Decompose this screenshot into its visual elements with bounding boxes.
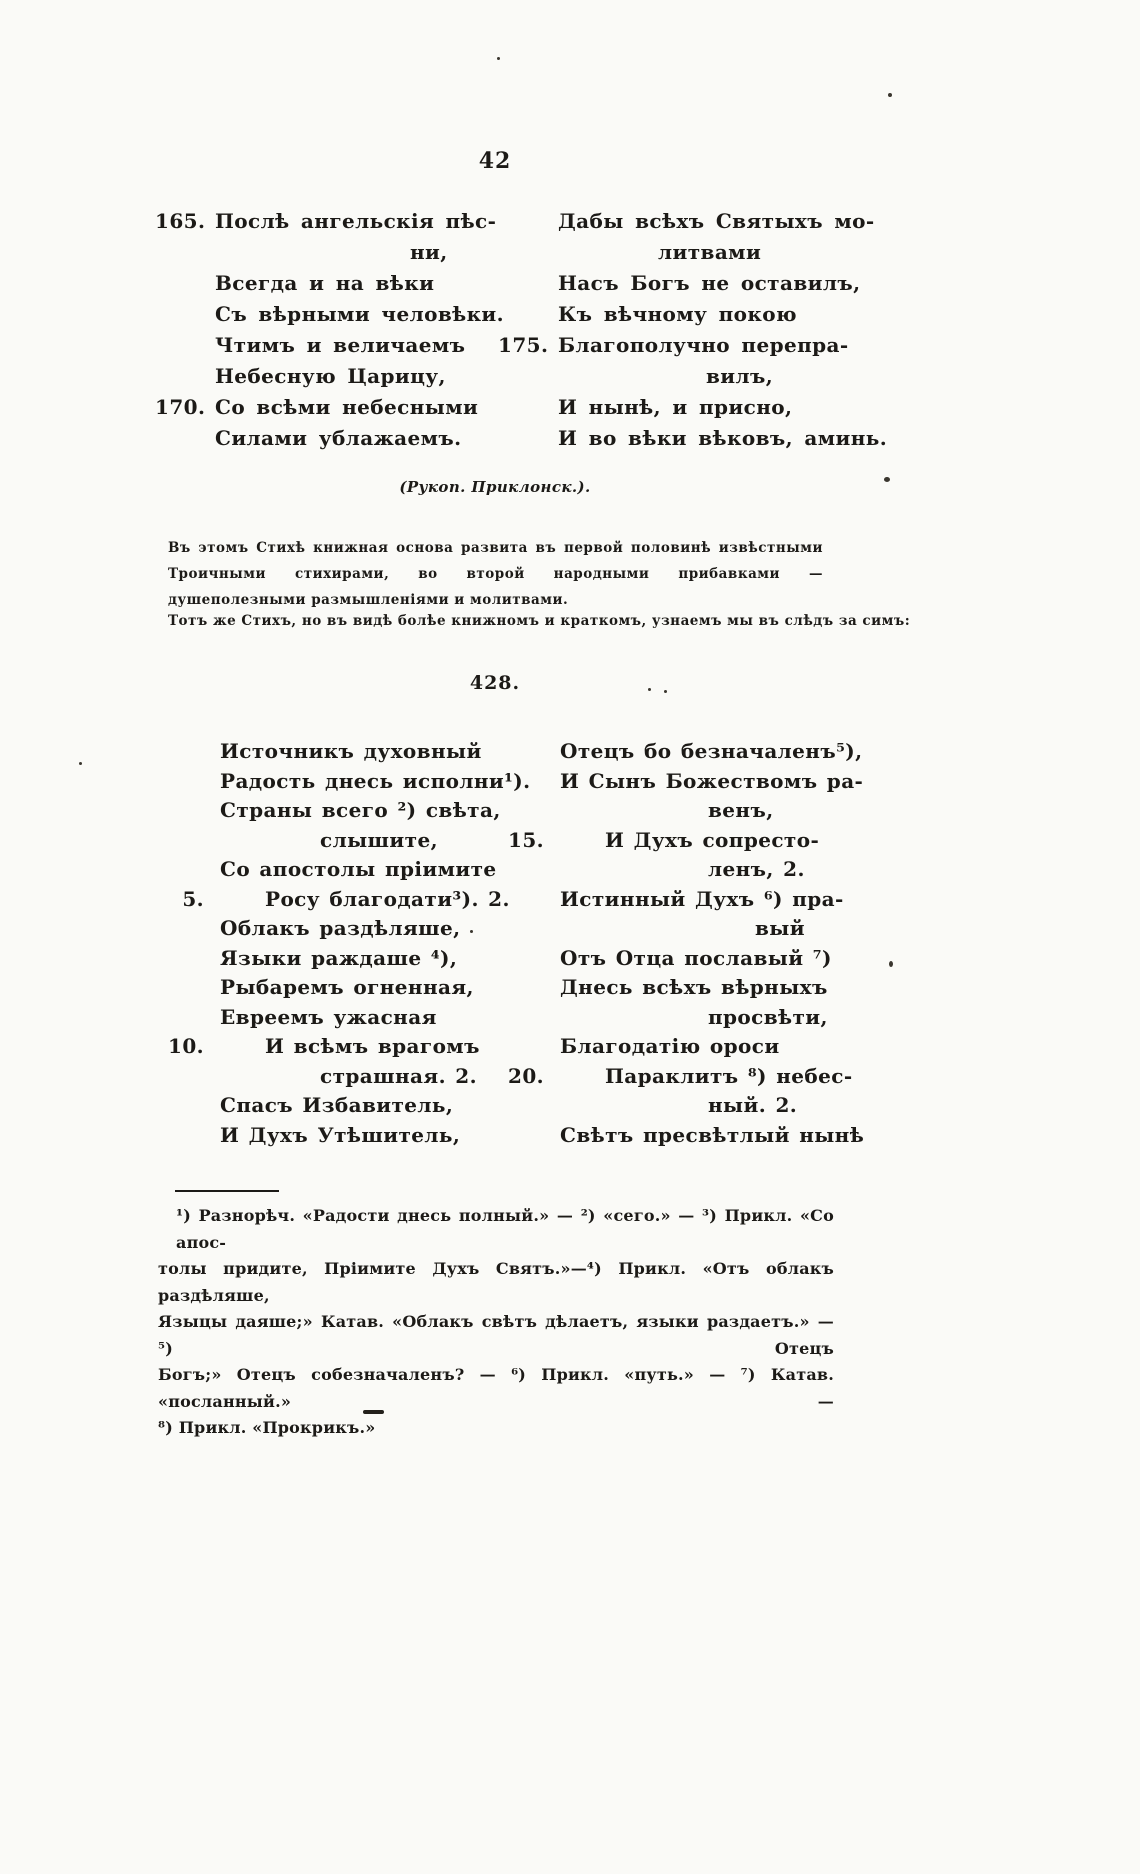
verse-line [498,330,849,361]
verse-text: Рыбаремъ огненная, [220,975,474,999]
verse-line [500,767,864,797]
verse-line [160,1032,500,1062]
verse-number [160,973,220,1003]
verse-text: Чтимъ и величаемъ [215,333,466,357]
verse-number [160,1091,220,1121]
verse-text: И во вѣки вѣковъ, аминь. [558,426,888,450]
verse-line [155,268,500,299]
verse-text: И Духъ Утѣшитель, [220,1122,461,1147]
manuscript-attribution: (Рукоп. Приклонск.). [399,478,591,496]
verse-number [160,944,220,974]
scan-speck [888,93,892,97]
verse-line [498,392,843,423]
verse-line [500,1032,845,1062]
verse-number [498,361,558,392]
verse-text: И всѣмъ врагомъ [265,1034,480,1058]
verse-line [500,1062,853,1092]
hymn1-left-column [155,206,505,454]
verse-line [160,1003,500,1033]
verse-text: венъ, [708,798,774,822]
verse-number: 170. [155,395,206,419]
verse-line [498,423,888,454]
verse-number [155,268,215,299]
verse-text: Къ вѣчному покою [558,302,797,326]
scan-speck [497,57,500,60]
page-number: 42 [478,148,512,174]
verse-text: Параклитъ ⁸) небес- [605,1063,853,1088]
verse-text: Свѣтъ пресвѣтлый нынѣ [560,1122,865,1147]
verse-text: Дабы всѣхъ Святыхъ мо- [558,209,875,233]
verse-text: вилъ, [706,364,774,388]
verse-text: Силами ублажаемъ. [215,426,462,450]
verse-number [155,237,215,268]
verse-number [498,237,558,268]
verse-line [155,206,500,237]
verse-number [500,737,560,767]
verse-line [160,944,500,974]
verse-line [500,796,845,826]
verse-number [500,885,560,915]
verse-text: Отецъ бо безначаленъ⁵), [560,739,863,763]
verse-number [160,1003,220,1033]
transition-paragraph: Тотъ же Стихъ, но въ видѣ болѣе книжномъ и краткомъ, узнаемъ мы въ слѣдъ за симъ: [168,613,911,629]
scan-speck [79,762,82,765]
verse-line [160,973,500,1003]
verse-line [160,1062,500,1092]
verse-number [160,1062,220,1092]
footnote-line: Богъ;» Отецъ собезначаленъ? — ⁶) Прикл. «путь.» — ⁷) Катав. «посланный.» — [158,1365,834,1411]
verse-text: Отъ Отца пославый ⁷) [560,945,832,970]
verse-text: Страны всего ²) свѣта, [220,798,501,822]
verse-number [498,206,558,237]
verse-text: Со апостолы пріимите [220,857,497,881]
scan-speck [884,477,890,482]
verse-number [498,299,558,330]
verse-text: Благополучно перепра- [558,333,849,357]
hymn1-right-column [498,206,888,454]
verse-line [160,826,500,856]
verse-number [160,826,220,856]
verse-text: ни, [410,240,448,264]
footnote-line: ⁸) Прикл. «Прокрикъ.» [158,1418,376,1437]
verse-line [500,1003,845,1033]
verse-number [160,796,220,826]
verse-number [500,973,560,1003]
verse-number: 165. [155,209,206,233]
verse-line [160,1091,500,1121]
verse-number [500,944,560,974]
verse-line [498,268,861,299]
verse-number [498,423,558,454]
verse-line [498,206,875,237]
verse-number: 15. [508,827,544,852]
verse-line [498,299,843,330]
verse-line [155,361,500,392]
verse-text: Послѣ ангельскія пѣс- [215,209,497,233]
verse-number [160,855,220,885]
verse-text: И нынѣ, и присно, [558,395,793,419]
verse-line [155,237,500,268]
verse-line [500,855,845,885]
scan-speck [470,930,473,933]
footnote-separator [175,1190,279,1192]
verse-text: просвѣти, [708,1004,828,1029]
verse-line [160,914,500,944]
verse-number: 5. [182,886,204,911]
verse-text: литвами [658,240,762,264]
verse-text: Облакъ раздѣляше, [220,916,461,940]
verse-line [160,885,510,915]
verse-line [500,1091,845,1121]
verse-number [500,796,560,826]
scan-speck [648,688,651,691]
verse-line [500,1121,865,1151]
verse-text: Небесную Царицу, [215,364,446,388]
verse-number [160,767,220,797]
verse-line [500,885,845,915]
verse-line [160,855,500,885]
verse-line [155,392,500,423]
verse-line [500,973,845,1003]
verse-text: Истинный Духъ ⁶) пра- [560,886,844,911]
verse-text: Источникъ духовный [220,739,482,763]
verse-text: И Сынъ Божествомъ ра- [560,768,864,793]
verse-number [155,330,215,361]
verse-line [160,767,531,797]
verse-text: вый [755,916,805,940]
verse-line [498,237,843,268]
verse-number [500,767,560,797]
verse-text: слышите, [320,827,438,852]
verse-text: И Духъ сопресто- [605,827,820,852]
section-number: 428. [469,672,521,694]
verse-line [160,796,500,826]
verse-number [160,914,220,944]
verse-number [155,361,215,392]
verse-text: Благодатію ороси [560,1034,780,1058]
verse-line [500,826,845,856]
verse-line [500,914,845,944]
footnotes [158,1203,834,1442]
footnote-line: Языцы даяше;» Катав. «Облакъ свѣтъ дѣлаетъ, языки раздаетъ.» — ⁵) Отецъ [158,1312,834,1358]
verse-number [498,392,558,423]
verse-line [160,737,500,767]
hymn2-right-column [500,737,865,1150]
footnote-line: ¹) Разнорѣч. «Радости днесь полный.» — ²) «сего.» — ³) Прикл. «Со апос- [176,1206,834,1252]
verse-line [155,330,500,361]
verse-text: Радость днесь исполни¹). [220,768,531,793]
verse-line [500,944,845,974]
scan-speck [664,690,667,693]
verse-number: 20. [508,1063,544,1088]
verse-number [500,914,560,944]
verse-line [155,423,500,454]
verse-number [160,1121,220,1151]
verse-number: 10. [168,1034,204,1058]
verse-number [500,1121,560,1151]
verse-text: Со всѣми небесными [215,395,479,419]
commentary-paragraph: Въ этомъ Стихѣ книжная основа развита въ первой половинѣ извѣстными Троичными стихирами, во второй народными прибавками — душеполезными размышленіями и молитвами. [168,540,823,608]
verse-number [155,299,215,330]
verse-line [155,299,505,330]
verse-number [498,268,558,299]
verse-text: ленъ, 2. [708,857,805,881]
verse-text: Всегда и на вѣки [215,271,435,295]
verse-number [500,855,560,885]
verse-text: Росу благодати³). 2. [265,886,510,911]
verse-number [500,1091,560,1121]
verse-text: Евреемъ ужасная [220,1004,437,1029]
verse-number [500,1032,560,1062]
verse-text: Языки раждаше ⁴), [220,945,458,970]
verse-number [500,1003,560,1033]
verse-text: страшная. 2. [320,1063,477,1088]
verse-text: Спасъ Избавитель, [220,1093,454,1117]
end-dash [363,1410,384,1414]
verse-text: Съ вѣрными человѣки. [215,302,505,326]
scan-speck [889,961,893,967]
verse-number: 175. [498,333,549,357]
verse-text: Днесь всѣхъ вѣрныхъ [560,975,828,999]
verse-number [155,423,215,454]
verse-number [160,737,220,767]
verse-line [498,361,843,392]
footnote-line: толы придите, Пріимите Духъ Святъ.»—⁴) Прикл. «Отъ облакъ раздѣляше, [158,1259,834,1305]
verse-text: Насъ Богъ не оставилъ, [558,271,861,295]
verse-line [160,1121,500,1151]
verse-text: ный. 2. [708,1093,798,1117]
verse-line [500,737,863,767]
